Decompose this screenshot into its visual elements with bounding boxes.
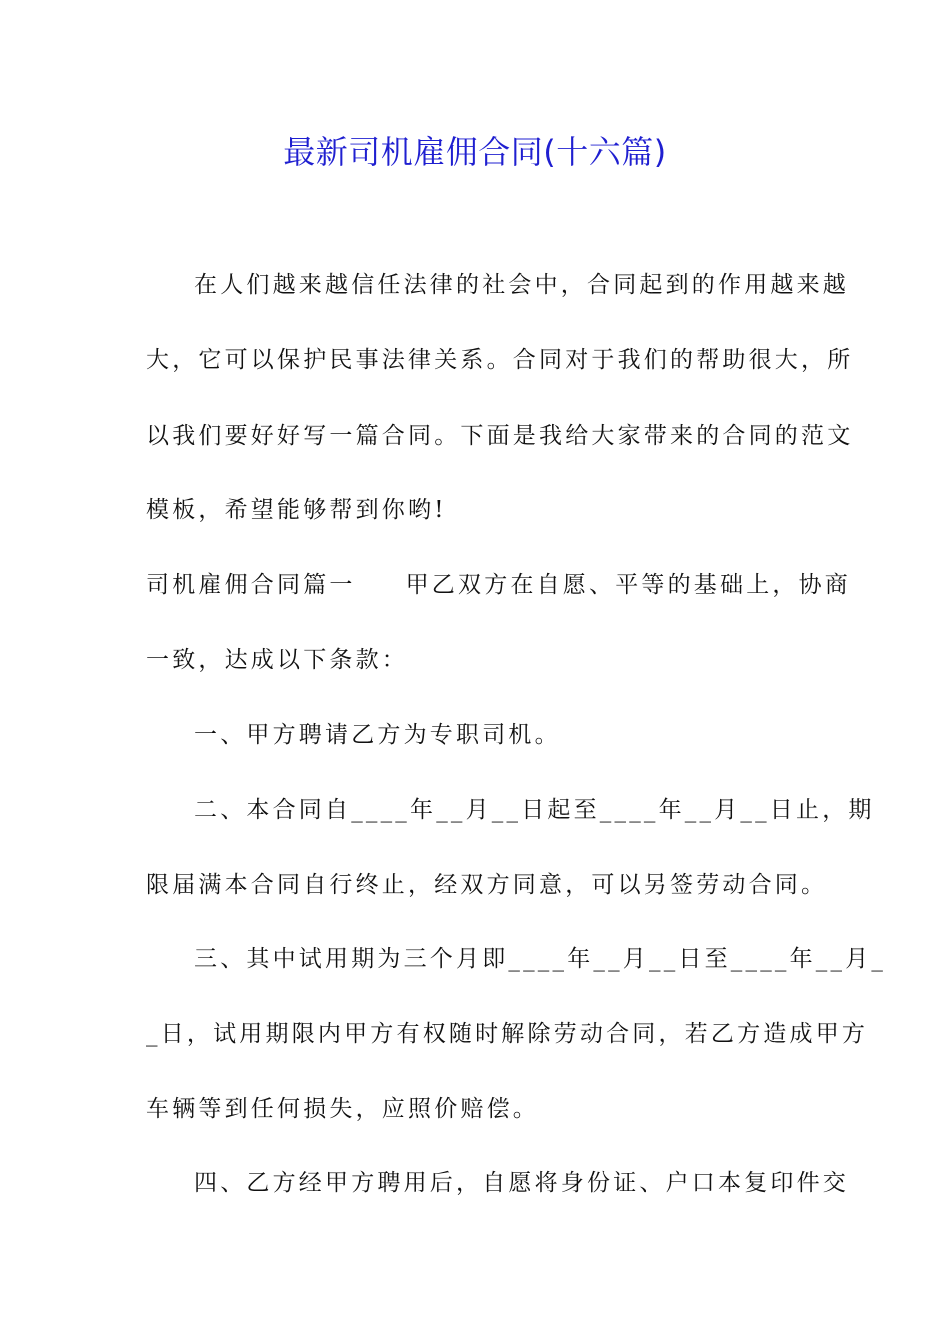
paragraph-line: 一致，达成以下条款： xyxy=(146,647,408,673)
clause-line: 三、其中试用期为三个月即____年__月__日至____年__月_ xyxy=(194,946,887,972)
clause-line: 二、本合同自____年__月__日起至____年__月__日止，期 xyxy=(194,797,875,823)
document-title: 最新司机雇佣合同(十六篇) xyxy=(283,133,667,171)
clause-line: 一、甲方聘请乙方为专职司机。 xyxy=(194,722,561,748)
clause-line: _日，试用期限内甲方有权随时解除劳动合同，若乙方造成甲方 xyxy=(146,1021,869,1047)
paragraph-line: 在人们越来越信任法律的社会中，合同起到的作用越来越 xyxy=(194,272,849,298)
clause-line: 限届满本合同自行终止，经双方同意，可以另签劳动合同。 xyxy=(146,872,828,898)
clause-line: 四、乙方经甲方聘用后，自愿将身份证、户口本复印件交 xyxy=(194,1170,849,1196)
clause-line: 车辆等到任何损失，应照价赔偿。 xyxy=(146,1096,539,1122)
section-heading: 司机雇佣合同篇一 xyxy=(146,572,356,598)
paragraph-line: 大，它可以保护民事法律关系。合同对于我们的帮助很大，所 xyxy=(146,347,854,373)
paragraph-line: 以我们要好好写一篇合同。下面是我给大家带来的合同的范文 xyxy=(146,423,854,449)
paragraph-line: 模板，希望能够帮到你哟! xyxy=(146,497,447,523)
section-heading-line xyxy=(146,570,852,600)
paragraph-text: 甲乙双方在自愿、平等的基础上，协商 xyxy=(405,572,852,598)
